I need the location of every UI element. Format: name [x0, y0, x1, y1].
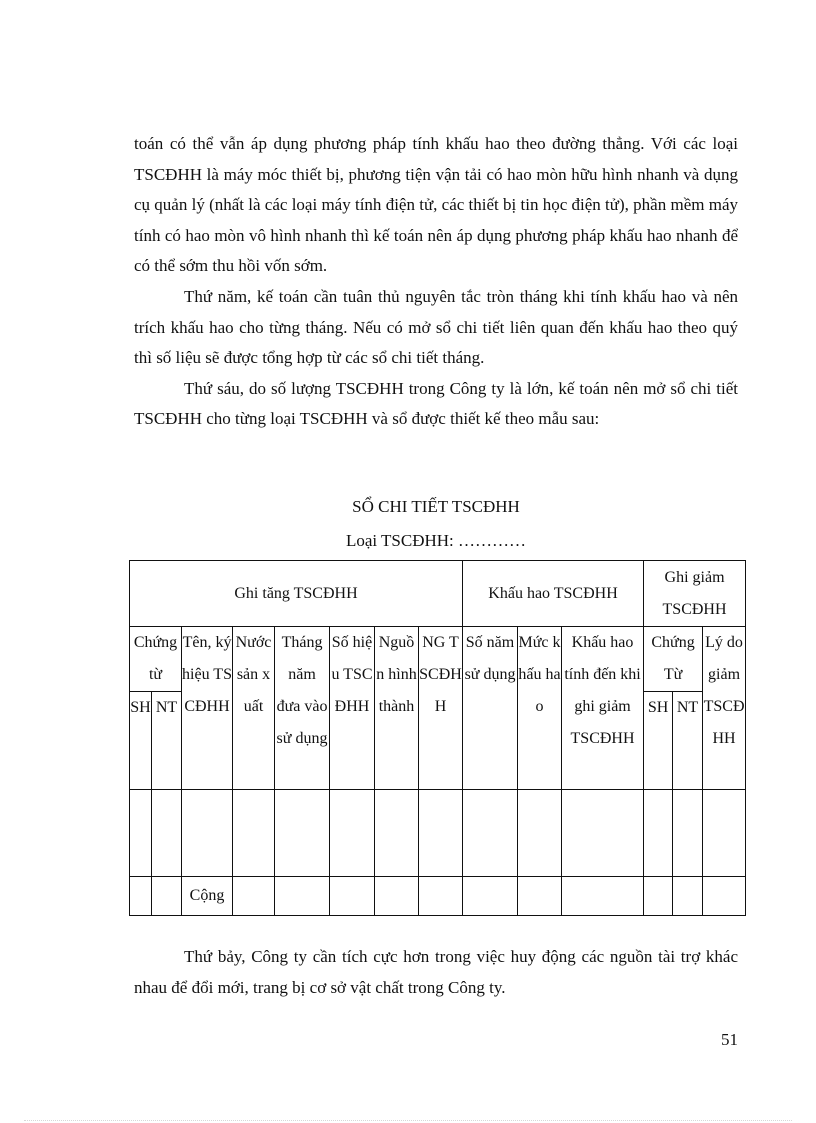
ledger-table: [129, 560, 746, 916]
column-header-row: [130, 627, 746, 692]
col-accumulated: Khấu hao tính đến khi ghi giảm TSCĐHH: [562, 627, 644, 790]
body-text-top: [134, 129, 738, 435]
col-country: Nước sản xuất: [233, 627, 275, 790]
group-decrease: Ghi giảm TSCĐHH: [644, 561, 746, 627]
col-dec-voucher-date: NT: [673, 692, 703, 790]
group-header-row: [130, 561, 746, 627]
total-row: [130, 877, 746, 916]
col-dec-voucher: Chứng Từ: [644, 627, 703, 692]
col-source: Nguồn hình thành: [375, 627, 419, 790]
paragraph: Thứ bảy, Công ty cần tích cực hơn trong việc huy động các nguồn tài trợ khác nhau để đổi mới, trang bị cơ sở vật chất trong Công ty.: [134, 947, 738, 997]
group-increase: Ghi tăng TSCĐHH: [130, 561, 463, 627]
paragraph: toán có thể vẫn áp dụng phương pháp tính khấu hao theo đường thẳng. Với các loại TSCĐHH là máy móc thiết bị, phương tiện vận tải có hao mòn hữu hình nhanh và dụng cụ quản lý (nhất là các loại máy tính điện tử, các thiết bị tin học điện tử), phần mềm máy tính có hao mòn vô hình nhanh thì kế toán nên áp dụng phương pháp khấu hao nhanh để có thể sớm thu hồi vốn sớm.: [134, 134, 738, 276]
paragraph: Thứ năm, kế toán cần tuân thủ nguyên tắc tròn tháng khi tính khấu hao và nên trích khấu hao cho từng tháng. Nếu có mở sổ chi tiết liên quan đến khấu hao theo quý thì số liệu sẽ được tổng hợp từ các sổ chi tiết tháng.: [134, 286, 738, 368]
footer-divider: [24, 1120, 792, 1121]
col-name: Tên, ký hiệu TSCĐHH: [182, 627, 233, 790]
ledger-title: SỔ CHI TIẾT TSCĐHH: [352, 497, 520, 516]
ledger-heading: [134, 490, 738, 558]
col-voucher: Chứng từ: [130, 627, 182, 692]
table-row: [130, 790, 746, 877]
col-voucher-date: NT: [152, 692, 182, 790]
col-dec-voucher-no: SH: [644, 692, 673, 790]
total-label: Cộng: [182, 877, 233, 916]
body-text-bottom: [134, 942, 738, 1003]
paragraph: Thứ sáu, do số lượng TSCĐHH trong Công ty là lớn, kế toán nên mở sổ chi tiết TSCĐHH cho từng loại TSCĐHH và sổ được thiết kế theo mẫu sau:: [134, 378, 738, 429]
col-voucher-no: SH: [130, 692, 152, 790]
col-original-cost: NG TSCĐHH: [419, 627, 463, 790]
page-number: 51: [721, 1030, 738, 1049]
col-reason: Lý do giảm TSCĐHH: [703, 627, 746, 790]
col-month-used: Tháng năm đưa vào sử dụng: [275, 627, 330, 790]
group-depreciation: Khấu hao TSCĐHH: [463, 561, 644, 627]
col-asset-no: Số hiệu TSCĐHH: [330, 627, 375, 790]
ledger-subtitle: Loại TSCĐHH: …………: [345, 531, 527, 550]
col-rate: Mức khấu hao: [518, 627, 562, 790]
col-years-used: Số năm sử dụng: [463, 627, 518, 790]
